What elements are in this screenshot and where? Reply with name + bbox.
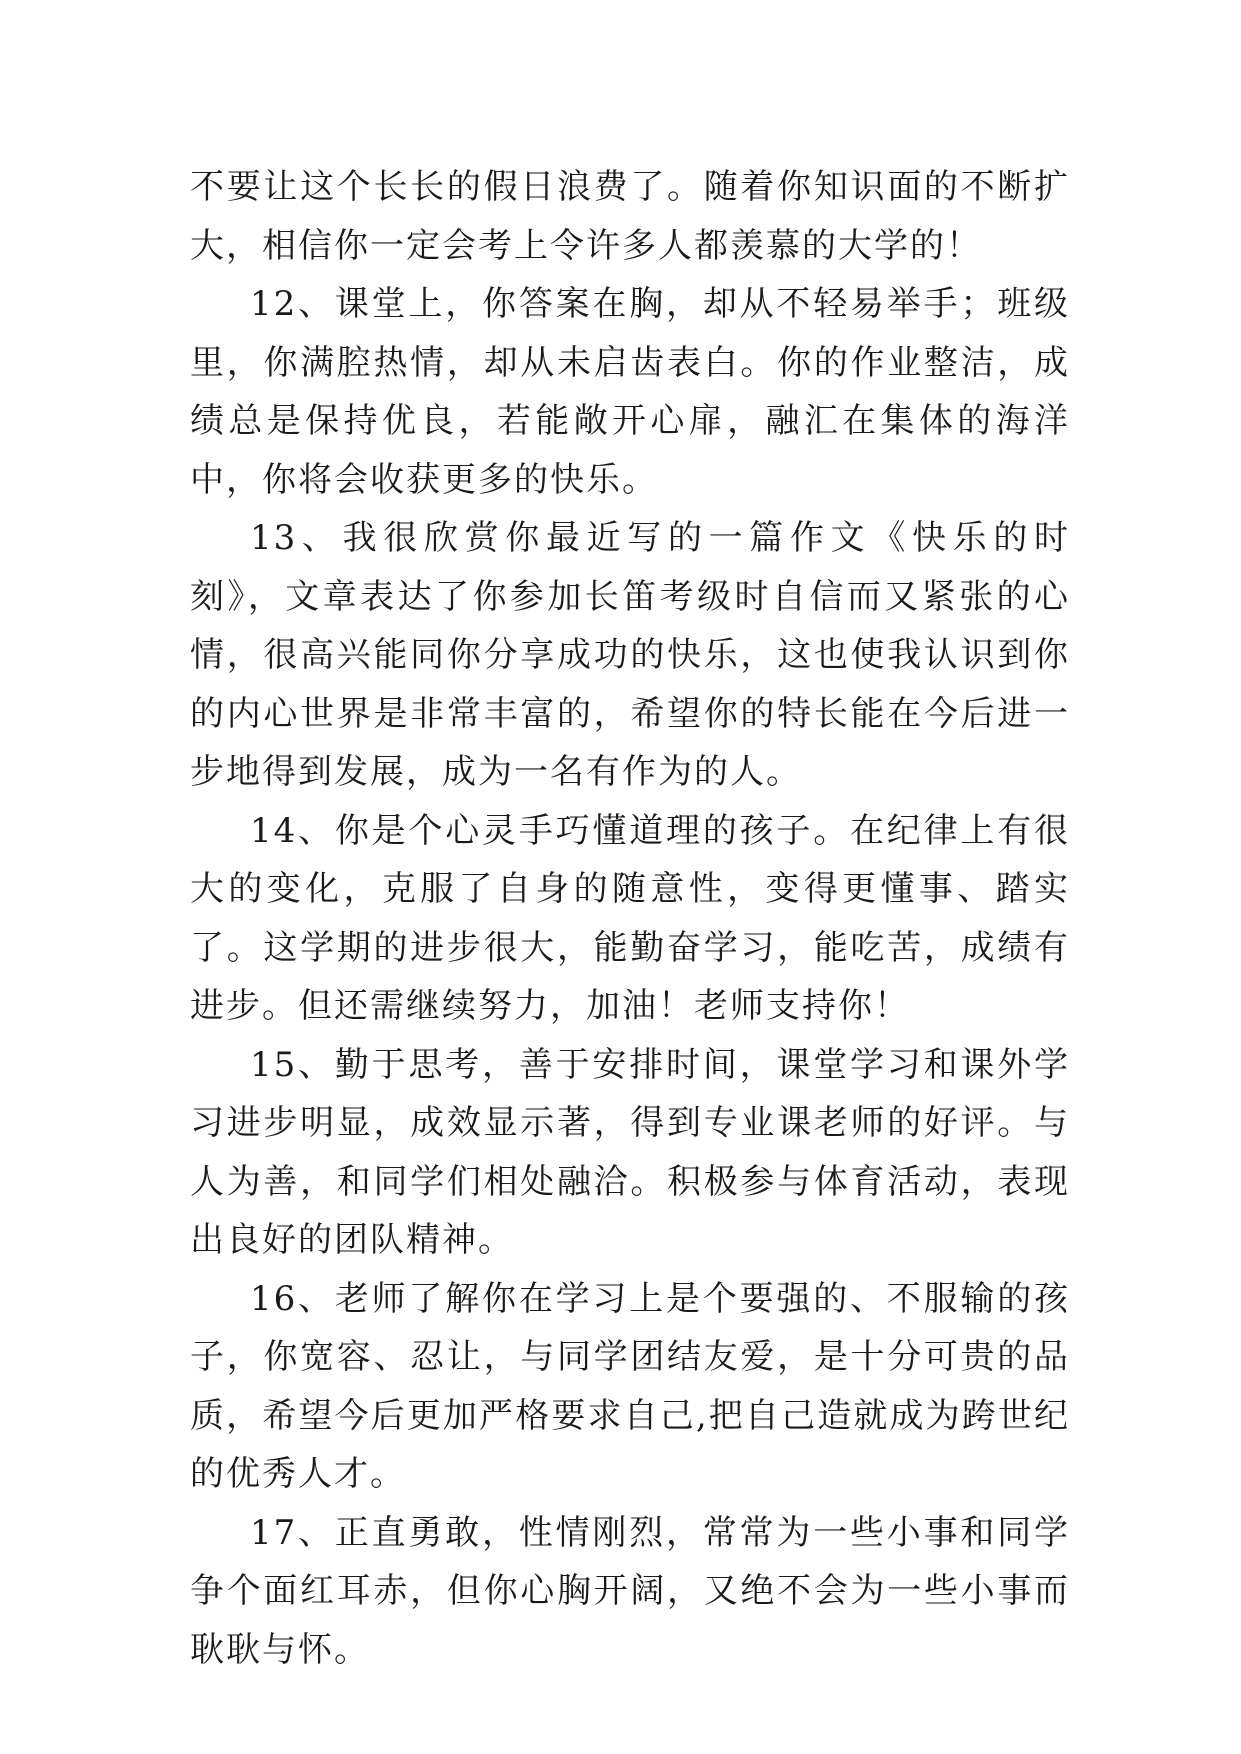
paragraph-item-14: 14、你是个心灵手巧懂道理的孩子。在纪律上有很大的变化，克服了自身的随意性，变得更懂事、踏实了。这学期的进步很大，能勤奋学习，能吃苦，成绩有进步。但还需继续努力，加油！老师支持你！: [190, 810, 1070, 1026]
paragraph-continuation: 不要让这个长长的假日浪费了。随着你知识面的不断扩大，相信你一定会考上令许多人都羡慕的大学的！: [190, 167, 1070, 266]
paragraph-item-13: 13、我很欣赏你最近写的一篇作文《快乐的时刻》，文章表达了你参加长笛考级时自信而又紧张的心情，很高兴能同你分享成功的快乐，这也使我认识到你的内心世界是非常丰富的，希望你的特长能在今后进一步地得到发展，成为一名有作为的人。: [190, 518, 1070, 792]
paragraph-item-12: 12、课堂上，你答案在胸，却从不轻易举手；班级里，你满腔热情，却从未启齿表白。你的作业整洁，成绩总是保持优良，若能敞开心扉，融汇在集体的海洋中，你将会收获更多的快乐。: [190, 284, 1070, 500]
paragraph-item-16: 16、老师了解你在学习上是个要强的、不服输的孩子，你宽容、忍让，与同学团结友爱，是十分可贵的品质，希望今后更加严格要求自己,把自己造就成为跨世纪的优秀人才。: [190, 1278, 1070, 1494]
paragraph-item-15: 15、勤于思考，善于安排时间，课堂学习和课外学习进步明显，成效显示著，得到专业课老师的好评。与人为善，和同学们相处融洽。积极参与体育活动，表现出良好的团队精神。: [190, 1044, 1070, 1260]
paragraph-item-17: 17、正直勇敢，性情刚烈，常常为一些小事和同学争个面红耳赤，但你心胸开阔，又绝不会为一些小事而耿耿与怀。: [190, 1512, 1070, 1670]
document-body: [190, 158, 1070, 1679]
